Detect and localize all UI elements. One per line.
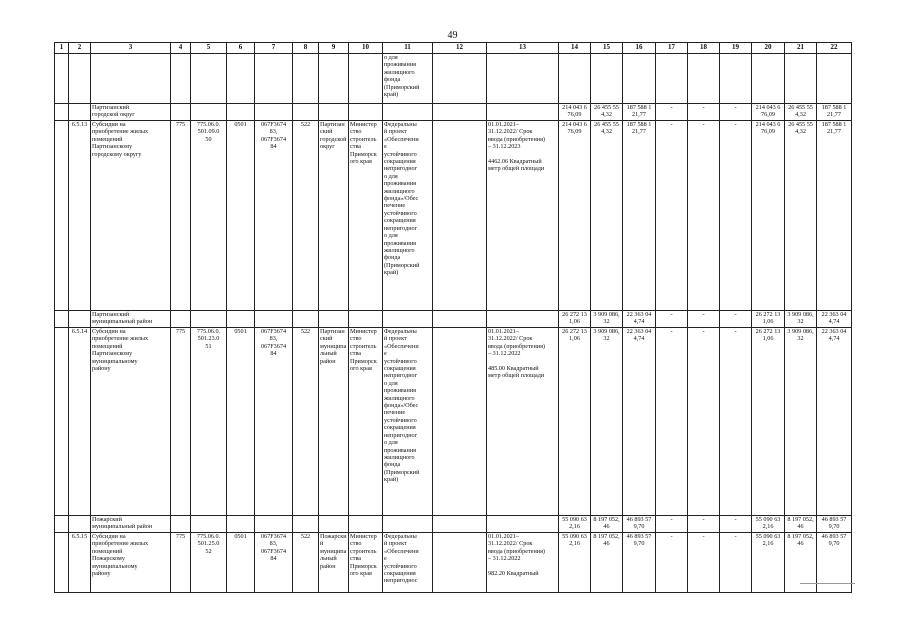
cell: 55 090 63 2,16 [559, 516, 591, 533]
cell: - [688, 121, 720, 311]
col-header: 15 [591, 43, 623, 54]
cell: 8 197 052, 46 [785, 516, 817, 533]
cell: 214 043 6 76,09 [752, 104, 785, 121]
cell: 214 043 6 76,09 [559, 121, 591, 311]
cell: - [720, 533, 752, 593]
col-header: 2 [69, 43, 91, 54]
cell: 01.01.2021– 31.12.2022/ Срок ввода (приобретения) – 31.12.2022 485.00 Квадратный метр общей площади [487, 328, 559, 516]
cell: 26 455 55 4,32 [591, 104, 623, 121]
cell: - [688, 328, 720, 516]
cell: 6.5.15 [69, 533, 91, 593]
cell: Федеральны й проект «Обеспечени е устойчивого сокращения непригоднос [383, 533, 433, 593]
cell: 522 [293, 533, 319, 593]
cell: 187 588 1 21,77 [817, 104, 852, 121]
col-header: 14 [559, 43, 591, 54]
table-row-total [55, 311, 852, 328]
cell: 22 363 04 4,74 [817, 328, 852, 516]
col-header: 16 [623, 43, 656, 54]
cell: - [688, 516, 720, 533]
col-header: 6 [227, 43, 255, 54]
table-row-total [55, 516, 852, 533]
cell: 187 588 1 21,77 [623, 121, 656, 311]
cell: 6.5.13 [69, 121, 91, 311]
cell: 22 363 04 4,74 [623, 328, 656, 516]
cell: 6.5.14 [69, 328, 91, 516]
cell: 55 090 63 2,16 [559, 533, 591, 593]
col-header: 1 [55, 43, 69, 54]
cell: - [656, 516, 688, 533]
cell: 46 893 57 9,70 [623, 533, 656, 593]
col-header: 7 [255, 43, 293, 54]
table-row [55, 121, 852, 311]
table-row [55, 328, 852, 516]
cell: 775.06.0. 501.25.0 52 [191, 533, 227, 593]
cell: Пожарский муниципальный район [91, 516, 171, 533]
cell: 22 363 04 4,74 [623, 311, 656, 328]
cell: 3 909 086, 32 [591, 328, 623, 516]
cell: 55 090 63 2,16 [752, 533, 785, 593]
col-header: 18 [688, 43, 720, 54]
cell: Министер ство строитель ства Приморск ого края [349, 328, 383, 516]
col-header: 13 [487, 43, 559, 54]
cell: - [720, 121, 752, 311]
col-header: 22 [817, 43, 852, 54]
page-number: 49 [447, 30, 458, 41]
cell: 3 909 086, 32 [785, 311, 817, 328]
cell [433, 328, 487, 516]
cell: 775.06.0. 501.23.0 51 [191, 328, 227, 516]
cell: 187 588 1 21,77 [817, 121, 852, 311]
cell: 26 455 55 4,32 [591, 121, 623, 311]
cell: Субсидии на приобретение жилых помещений Пожарскому муниципальному району [91, 533, 171, 593]
cell: - [656, 533, 688, 593]
cell: 067F3674 83, 067F3674 84 [255, 328, 293, 516]
cell: 214 043 6 76,09 [752, 121, 785, 311]
cell: Субсидии на приобретение жилых помещений Партизанскому муниципальному району [91, 328, 171, 516]
cell: - [720, 516, 752, 533]
cell: - [656, 104, 688, 121]
cell: 214 043 6 76,09 [559, 104, 591, 121]
table-row-total [55, 104, 852, 121]
cell: 8 197 052, 46 [785, 533, 817, 593]
cell: - [720, 104, 752, 121]
cell: - [656, 328, 688, 516]
cell: Партизанский городской округ [91, 104, 171, 121]
table-row [55, 533, 852, 593]
cell: - [688, 533, 720, 593]
cell: 522 [293, 328, 319, 516]
cell: 522 [293, 121, 319, 311]
cell [433, 533, 487, 593]
cell: 26 272 13 1,06 [559, 328, 591, 516]
col-header: 21 [785, 43, 817, 54]
col-header: 9 [319, 43, 349, 54]
cell: 26 455 55 4,32 [785, 104, 817, 121]
col-header: 19 [720, 43, 752, 54]
cell: 46 893 57 9,70 [623, 516, 656, 533]
cell: 26 455 55 4,32 [785, 121, 817, 311]
cell: - [720, 311, 752, 328]
cell: 775 [171, 328, 191, 516]
cell: - [720, 328, 752, 516]
cell: 775.06.0. 501.09.0 50 [191, 121, 227, 311]
cell: 46 893 57 9,70 [817, 533, 852, 593]
col-header: 8 [293, 43, 319, 54]
col-header: 10 [349, 43, 383, 54]
cell: 26 272 13 1,06 [752, 311, 785, 328]
cell: Федеральны й проект «Обеспечени е устойчивого сокращения непригодног о для проживания жилищного фонда»/Обес печение устойчивого сокращения непригодног о для проживания жилищного фонда (Приморский край) [383, 328, 433, 516]
cell: 01.01.2021– 31.12.2022/ Срок ввода (приобретения) – 31.12.2023 4462.06 Квадратный метр общей площади [487, 121, 559, 311]
cell: Министер ство строитель ства Приморск ого края [349, 121, 383, 311]
col-header: 3 [91, 43, 171, 54]
cell: 0501 [227, 533, 255, 593]
cell: 3 909 086, 32 [591, 311, 623, 328]
cell: 775 [171, 121, 191, 311]
cell: - [656, 121, 688, 311]
cell: Субсидии на приобретение жилых помещений Партизанскому городскому округу [91, 121, 171, 311]
cell: 22 363 04 4,74 [817, 311, 852, 328]
cell: 26 272 13 1,06 [752, 328, 785, 516]
cell: 0501 [227, 328, 255, 516]
cell: 067F3674 83, 067F3674 84 [255, 121, 293, 311]
header-row [55, 43, 852, 54]
col-header: 5 [191, 43, 227, 54]
cell: - [656, 311, 688, 328]
col-header: 12 [433, 43, 487, 54]
cell: 8 197 052, 46 [591, 533, 623, 593]
cell: Федеральны й проект «Обеспечени е устойчивого сокращения непригодног о для проживания жилищного фонда»/Обес печение устойчивого сокращения непригодног о для проживания жилищного фонда (Приморский край) [383, 121, 433, 311]
cell: 067F3674 83, 067F3674 84 [255, 533, 293, 593]
cell [433, 121, 487, 311]
cell: Пожарски й муниципа льный район [319, 533, 349, 593]
cell: 46 893 57 9,70 [817, 516, 852, 533]
col-header: 4 [171, 43, 191, 54]
col-header: 20 [752, 43, 785, 54]
cell: 3 909 086, 32 [785, 328, 817, 516]
cell: 0501 [227, 121, 255, 311]
cell: 775 [171, 533, 191, 593]
cell: 26 272 13 1,06 [559, 311, 591, 328]
cell: Партизан ский муниципа льный район [319, 328, 349, 516]
cell: 8 197 052, 46 [591, 516, 623, 533]
continuation-row [55, 54, 852, 104]
budget-table [54, 42, 852, 593]
cell: Партизан ский городской округ [319, 121, 349, 311]
cell: 01.01.2021– 31.12.2022/ Срок ввода (приобретения) – 31.12.2022 982.20 Квадратный [487, 533, 559, 593]
page-edge-line [800, 583, 855, 584]
col-header: 11 [383, 43, 433, 54]
col-header: 17 [656, 43, 688, 54]
cell: - [688, 104, 720, 121]
cell: Партизанский муниципальный район [91, 311, 171, 328]
cell: - [688, 311, 720, 328]
cell: 55 090 63 2,16 [752, 516, 785, 533]
cell: Министер ство строитель ства Приморск ого края [349, 533, 383, 593]
cell: 187 588 1 21,77 [623, 104, 656, 121]
cell: о для проживания жилищного фонда (Приморский край) [383, 54, 433, 104]
